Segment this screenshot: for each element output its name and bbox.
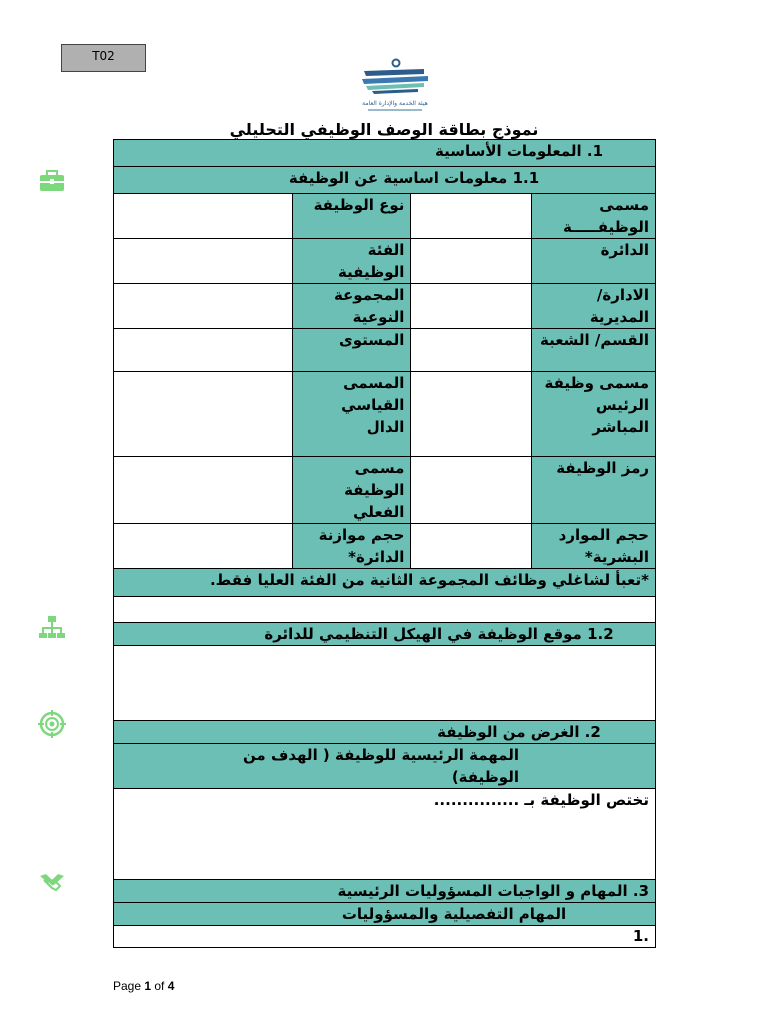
organization-logo — [358, 57, 432, 115]
supervisor-title-value[interactable] — [411, 372, 532, 457]
section-3-heading: 3. المهام و الواجبات المسؤوليات الرئيسية — [114, 880, 656, 903]
budget-size-label: حجم موازنة الدائرة* — [292, 524, 411, 569]
form-code-box — [61, 44, 146, 72]
job-code-value[interactable] — [411, 457, 532, 524]
blank-row[interactable] — [114, 597, 656, 623]
job-type-label: نوع الوظيفة — [292, 194, 411, 239]
main-task-heading: المهمة الرئيسية للوظيفة ( الهدف من الوظيفة) — [114, 744, 656, 789]
org-chart-icon — [38, 613, 66, 641]
actual-title-label: مسمى الوظيفة الفعلي — [292, 457, 411, 524]
group-label: المجموعة النوعية — [292, 284, 411, 329]
job-description-form — [113, 139, 656, 948]
section-1-1-heading: 1.1 معلومات اساسية عن الوظيفة — [114, 167, 656, 194]
job-type-value[interactable] — [114, 194, 293, 239]
detailed-tasks-heading: المهام التفصيلية والمسؤوليات — [114, 903, 656, 926]
department-value[interactable] — [411, 239, 532, 284]
job-title-value[interactable] — [411, 194, 532, 239]
table-row — [114, 194, 656, 239]
table-row — [114, 329, 656, 372]
directorate-value[interactable] — [411, 284, 532, 329]
job-code-label: رمز الوظيفة — [532, 457, 656, 524]
directorate-label: الادارة/ المديرية — [532, 284, 656, 329]
section-1-heading: 1. المعلومات الأساسية — [114, 140, 656, 167]
target-icon — [38, 710, 66, 738]
section-1-2-heading: 1.2 موقع الوظيفة في الهيكل التنظيمي للدائرة — [114, 623, 656, 646]
job-category-value[interactable] — [114, 239, 293, 284]
group-value[interactable] — [114, 284, 293, 329]
org-structure-area[interactable] — [114, 646, 656, 721]
actual-title-value[interactable] — [114, 457, 293, 524]
briefcase-icon — [38, 167, 66, 195]
main-task-text[interactable]: تختص الوظيفة بـ ............... — [114, 789, 656, 880]
standard-title-label: المسمى القياسي الدال — [292, 372, 411, 457]
document-title: نموذج بطاقة الوصف الوظيفي التحليلي — [229, 120, 539, 139]
footnote: *تعبأ لشاغلي وظائف المجموعة الثانية من الفئة العليا فقط. — [114, 569, 656, 597]
section-division-value[interactable] — [411, 329, 532, 372]
table-row — [114, 457, 656, 524]
task-item-1[interactable]: .1 — [114, 926, 656, 948]
handshake-icon — [38, 868, 66, 896]
level-value[interactable] — [114, 329, 293, 372]
job-title-label: مسمى الوظيفـــــة — [532, 194, 656, 239]
table-row — [114, 239, 656, 284]
page-number: Page 1 of 4 — [113, 979, 175, 993]
table-row — [114, 372, 656, 457]
section-2-heading: 2. الغرض من الوظيفة — [114, 721, 656, 744]
table-row — [114, 284, 656, 329]
hr-size-value[interactable] — [411, 524, 532, 569]
form-code: T02 — [92, 49, 115, 63]
department-label: الدائرة — [532, 239, 656, 284]
hr-size-label: حجم الموارد البشرية* — [532, 524, 656, 569]
standard-title-value[interactable] — [114, 372, 293, 457]
svg-text:هيئة الخدمة والإدارة العامة: هيئة الخدمة والإدارة العامة — [362, 100, 428, 107]
section-division-label: القسم/ الشعبة — [532, 329, 656, 372]
level-label: المستوى — [292, 329, 411, 372]
budget-size-value[interactable] — [114, 524, 293, 569]
supervisor-title-label: مسمى وظيفة الرئيس المباشر — [532, 372, 656, 457]
job-category-label: الفئة الوظيفية — [292, 239, 411, 284]
table-row — [114, 524, 656, 569]
